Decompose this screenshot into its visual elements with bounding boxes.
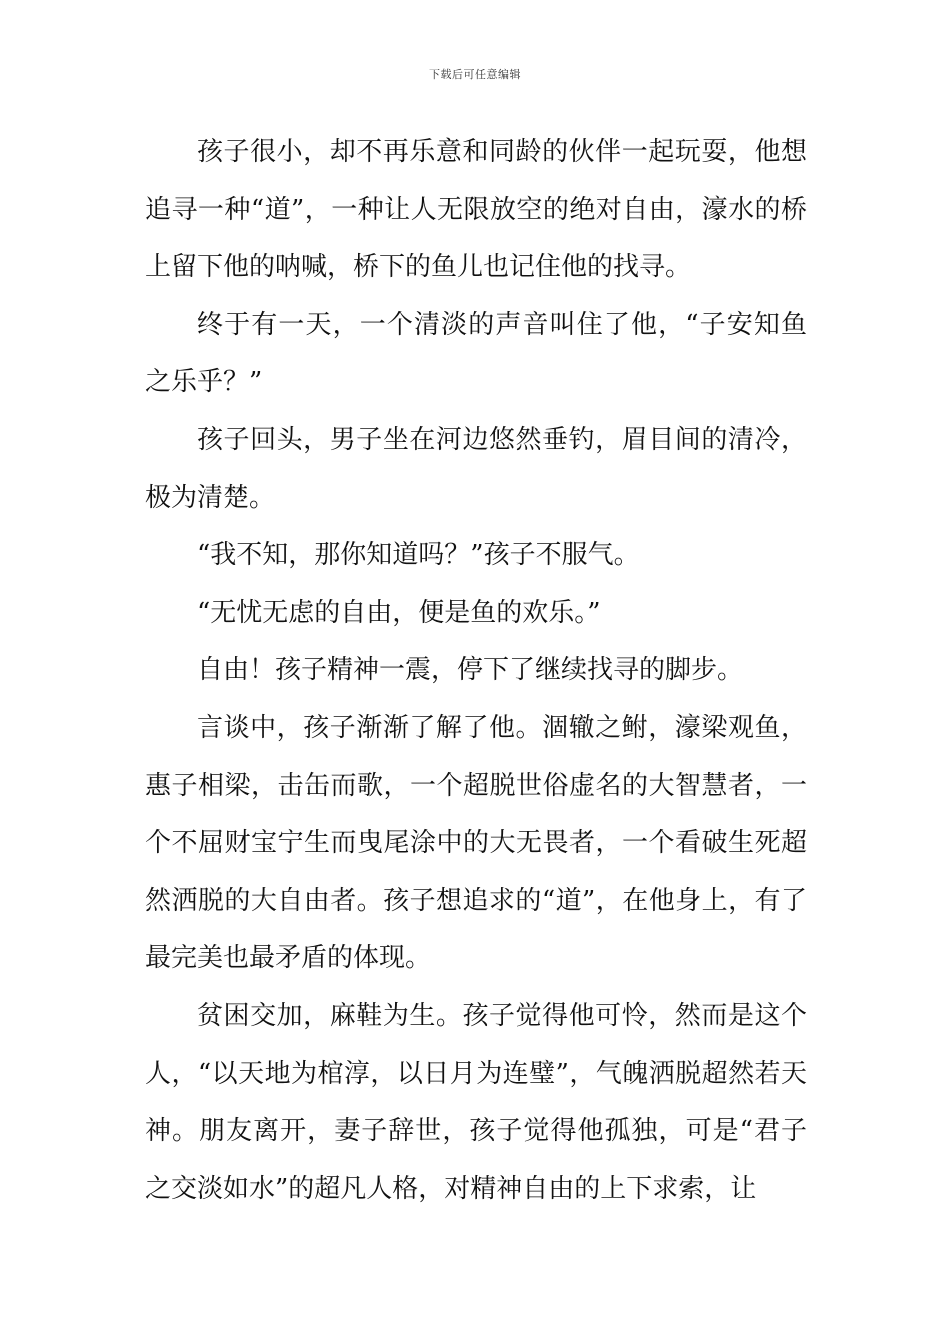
- paragraph: “我不知，那你知道吗？”孩子不服气。: [197, 540, 640, 571]
- paragraph: “无忧无虑的自由，便是鱼的欢乐。”: [197, 597, 601, 628]
- paragraph: 终于有一天，一个清淡的声音叫住了他，“子安知鱼之乐乎？”: [145, 309, 807, 398]
- paragraph: 自由！孩子精神一震，停下了继续找寻的脚步。: [197, 655, 744, 686]
- paragraph: 言谈中，孩子渐渐了解了他。涸辙之鲋，濠梁观鱼，惠子相梁，击缶而歌，一个超脱世俗虚名的大智慧者，一个不屈财宝宁生而曳尾涂中的大无畏者，一个看破生死超然洒脱的大自由者。孩子想追求的“道”，在他身上，有了最完美也最矛盾的体现。: [145, 712, 807, 974]
- paragraph: 贫困交加，麻鞋为生。孩子觉得他可怜，然而是这个人，“以天地为棺淳，以日月为连璧”，气魄洒脱超然若天神。朋友离开，妻子辞世，孩子觉得他孤独，可是“君子之交淡如水”的超凡人格，对精神自由的上下求索，让: [145, 1000, 807, 1204]
- page-header: 下载后可任意编辑: [429, 68, 521, 81]
- paragraph: 孩子很小，却不再乐意和同龄的伙伴一起玩耍，他想追寻一种“道”，一种让人无限放空的绝对自由，濠水的桥上留下他的呐喊，桥下的鱼儿也记住他的找寻。: [145, 137, 807, 283]
- document-body: [145, 124, 807, 1218]
- paragraph: 孩子回头，男子坐在河边悠然垂钓，眉目间的清冷，极为清楚。: [145, 424, 807, 513]
